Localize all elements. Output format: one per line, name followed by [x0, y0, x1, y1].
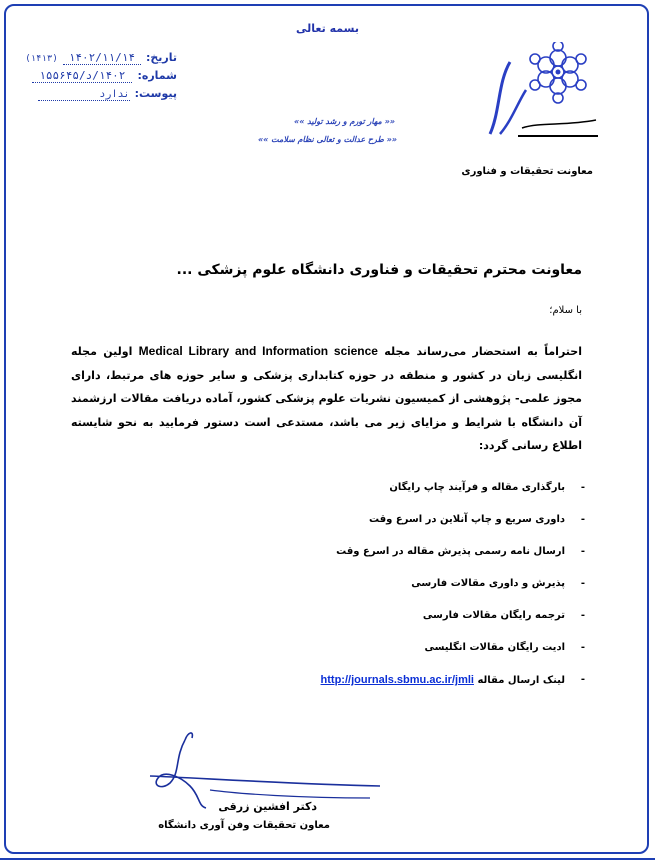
date-label: تاریخ: — [145, 51, 177, 64]
body-paragraph — [71, 340, 582, 458]
list-item-link: - لینک ارسال مقاله http://journals.sbmu.ac.ir/jmli — [320, 674, 585, 686]
date-value: ۱۴۰۲/۱۱/۱۴ — [63, 51, 141, 65]
greeting: با سلام؛ — [549, 305, 582, 316]
header-title: بسمه تعالی — [296, 22, 359, 35]
link-label: لینک ارسال مقاله — [477, 675, 565, 686]
list-item: - ترجمه رایگان مقالات فارسی — [422, 610, 585, 621]
slogan-2: «« طرح عدالت و تعالی نظام سلامت »» — [257, 135, 397, 144]
para-intro: احتراماً به استحضار می‌رساند مجله — [384, 345, 582, 358]
number-label: شماره: — [137, 69, 177, 82]
journal-link[interactable]: http://journals.sbmu.ac.ir/jmli — [320, 674, 474, 686]
slogan-1: «« مهار تورم و رشد تولید »» — [294, 117, 395, 126]
attachment-label: پیوست: — [134, 87, 177, 100]
features-list — [185, 482, 585, 706]
date-code: (۱۴۱۳) — [25, 54, 58, 64]
date-row — [25, 46, 177, 65]
bottom-divider — [0, 858, 655, 860]
journal-name: Medical Library and Information science — [138, 344, 378, 358]
list-item: - بارگذاری مقاله و فرآیند چاپ رایگان — [389, 482, 585, 493]
number-value: ۱۴۰۲/د/۱۵۵۶۴۵ — [32, 69, 132, 83]
list-item: - ادیت رایگان مقالات انگلیسی — [424, 642, 585, 653]
letter-heading: معاونت محترم تحقیقات و فناوری دانشگاه علوم پزشکی ... — [176, 262, 582, 278]
list-item: - ارسال نامه رسمی پذیرش مقاله در اسرع وقت — [336, 546, 585, 557]
department-name: معاونت تحقیقات و فناوری — [461, 166, 593, 177]
attachment-value: ندارد — [38, 89, 130, 101]
university-emblem-icon — [470, 42, 610, 142]
attachment-row — [38, 82, 177, 101]
signatory-title: معاون تحقیقات وفن آوری دانشگاه — [158, 820, 330, 831]
number-row — [32, 64, 177, 83]
signatory-name: دکتر افشین زرقی — [218, 800, 317, 813]
list-item: - پذیرش و داوری مقالات فارسی — [411, 578, 585, 589]
para-body: اولین مجله انگلیسی زبان در کشور و منطقه در حوزه کتابداری پزشکی و سایر حوزه های مرتبط، دارای مجوز علمی- پژوهشی از کمیسیون نشریات علوم پزشکی کشور، آماده دریافت مقالات ارزشمند آن دانشگاه با شرایط و مزایای زیر می باشد، مستدعی است دستور فرمایید به نحو شایسته اطلاع رسانی گردد: — [71, 345, 582, 452]
university-logo — [470, 42, 610, 142]
list-item: - داوری سریع و چاپ آنلاین در اسرع وقت — [368, 514, 585, 525]
